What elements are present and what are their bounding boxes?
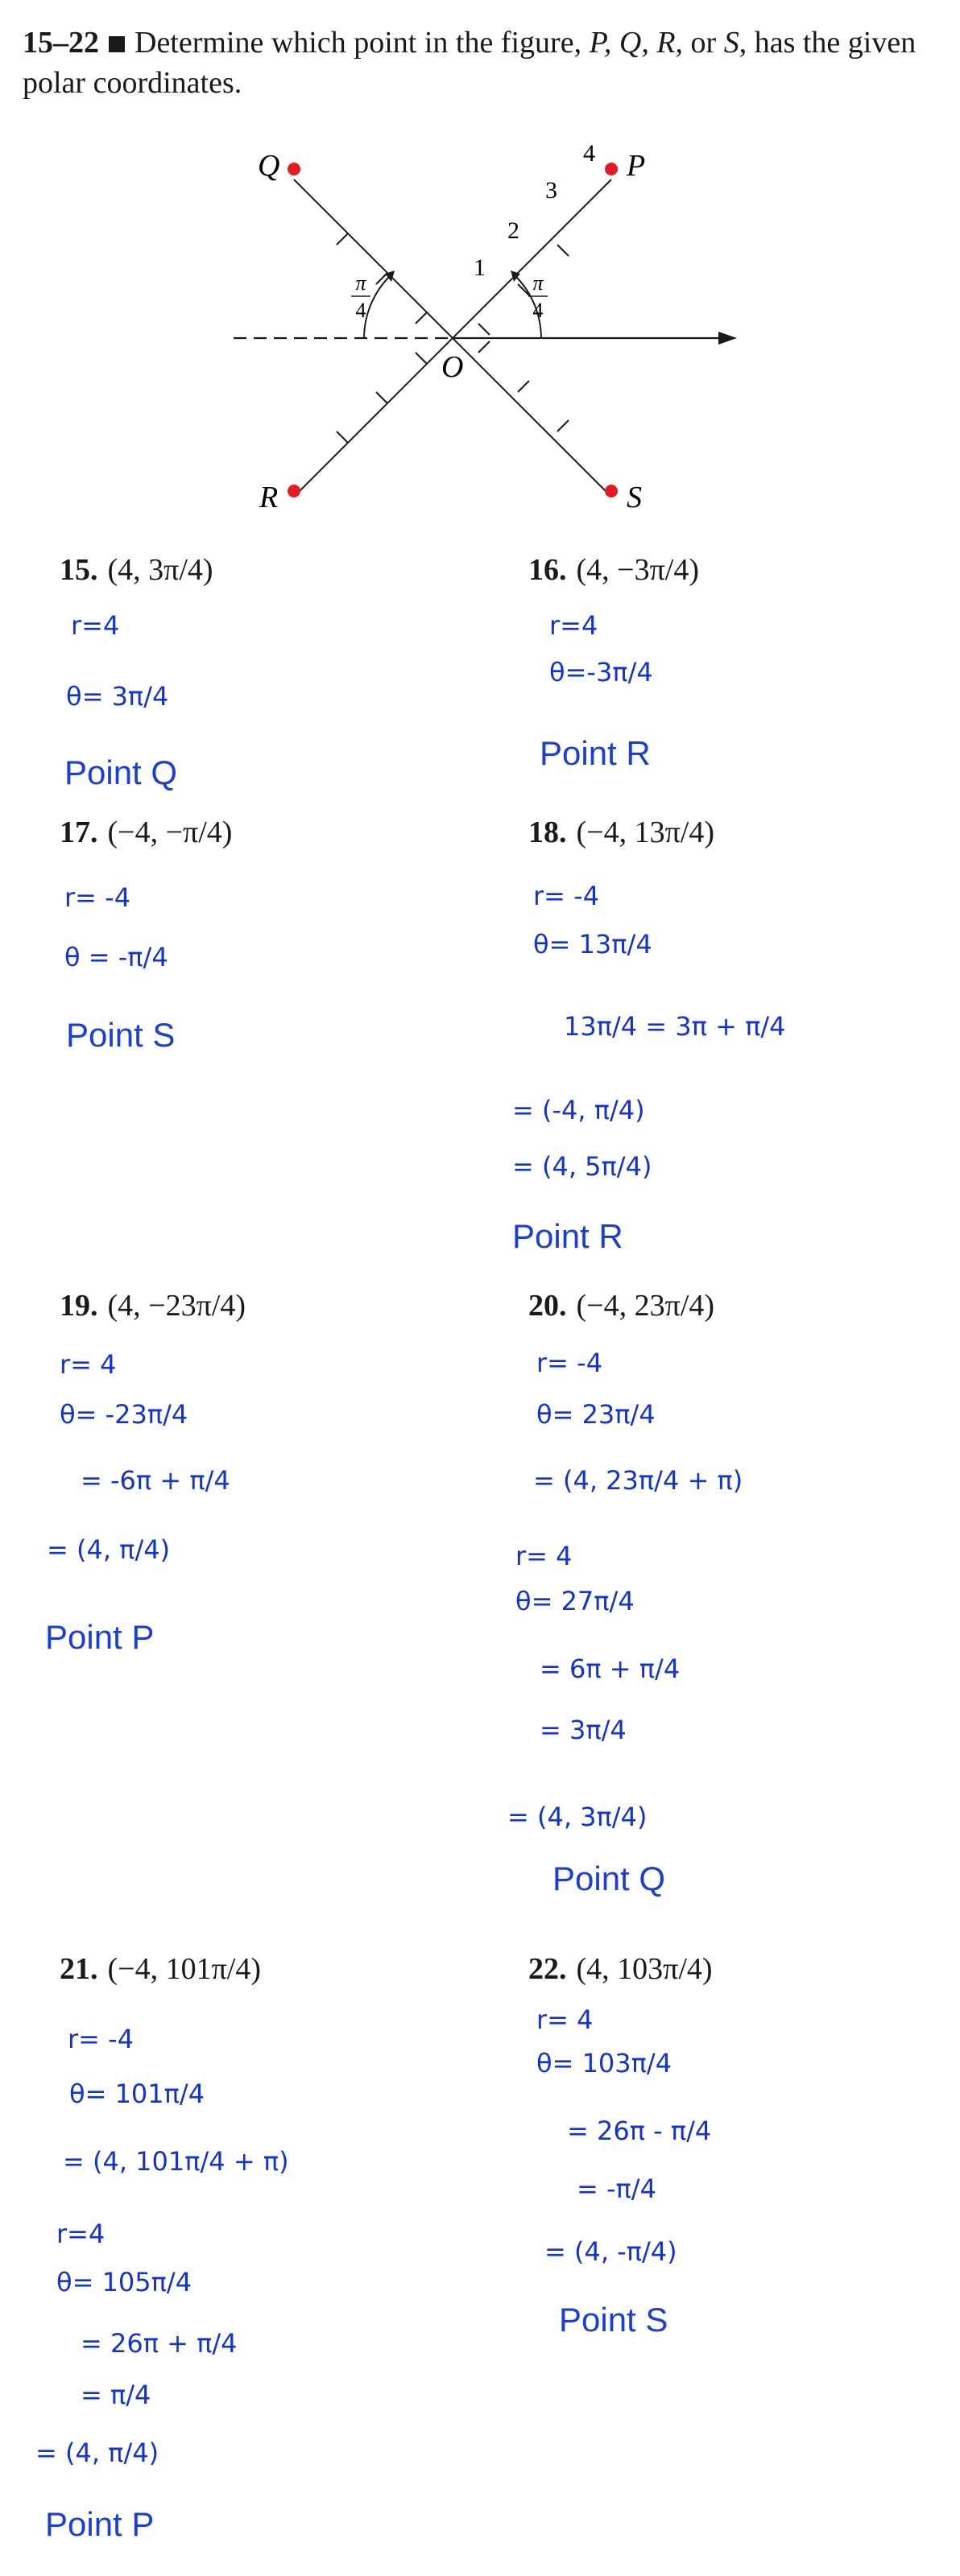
- work-line: = 3π/4: [540, 1715, 627, 1745]
- work-line: r= 4: [60, 1349, 117, 1380]
- work-line: θ= 103π/4: [536, 2048, 672, 2079]
- work-line: = (4, 23π/4 + π): [533, 1465, 743, 1496]
- svg-text:4: 4: [355, 299, 366, 322]
- answer-15: Point Q: [64, 753, 178, 791]
- problem-19: 19. (4, −23π/4): [60, 1289, 246, 1323]
- svg-text:π: π: [532, 271, 544, 295]
- instructions-points: P, Q, R,: [589, 26, 684, 60]
- work-line: = (4, π/4): [35, 2438, 159, 2468]
- work-line: θ = -π/4: [64, 942, 168, 972]
- instructions-point-last: S: [723, 26, 739, 60]
- svg-text:4: 4: [532, 299, 544, 322]
- work-line: = (4, π/4): [47, 1534, 171, 1565]
- work-line: = (4, 101π/4 + π): [63, 2146, 289, 2177]
- answer-22: Point S: [559, 2301, 668, 2339]
- problem-range: 15–22: [23, 26, 99, 60]
- coords: (4, −23π/4): [107, 1289, 246, 1323]
- work-line: = (4, 5π/4): [512, 1151, 652, 1182]
- work-line: = π/4: [81, 2380, 151, 2410]
- answer-20: Point Q: [552, 1860, 666, 1897]
- work-line: = (4, 3π/4): [507, 1802, 648, 1832]
- work-line: r= 4: [536, 2004, 594, 2035]
- work-line: θ= 3π/4: [66, 681, 169, 712]
- work-line: r=4: [56, 2219, 106, 2249]
- work-line: = (4, -π/4): [544, 2236, 677, 2267]
- instructions-text-1: Determine which point in the figure,: [134, 26, 590, 60]
- coords: (4, 103π/4): [576, 1952, 713, 1986]
- answer-17: Point S: [66, 1016, 176, 1054]
- tick-label-3: 3: [545, 177, 557, 204]
- coords: (−4, −π/4): [107, 815, 233, 849]
- work-line: r= -4: [68, 2024, 134, 2054]
- label-p: P: [627, 149, 646, 183]
- axis-arrowhead: [718, 332, 737, 345]
- coords: (−4, 13π/4): [576, 815, 714, 849]
- problem-18: 18. (−4, 13π/4): [528, 815, 714, 849]
- point-q-dot: [288, 163, 300, 175]
- work-line: = 26π - π/4: [567, 2116, 712, 2146]
- problem-22: 22. (4, 103π/4): [528, 1952, 713, 1986]
- tick-label-1: 1: [474, 254, 486, 281]
- work-line: θ= 105π/4: [56, 2267, 192, 2297]
- coords: (−4, 101π/4): [107, 1952, 261, 1986]
- work-line: θ=-3π/4: [549, 657, 653, 687]
- work-line: θ= 27π/4: [515, 1586, 635, 1616]
- work-line: r=4: [549, 610, 598, 641]
- problem-17: 17. (−4, −π/4): [60, 815, 233, 849]
- label-origin: O: [441, 350, 464, 384]
- instructions-or: or: [683, 26, 724, 60]
- work-line: θ= -23π/4: [60, 1399, 188, 1430]
- problem-15: 15. (4, 3π/4): [60, 553, 213, 587]
- work-line: = 26π + π/4: [81, 2328, 238, 2359]
- point-p-dot: [605, 163, 618, 175]
- angle-arc-left: [364, 275, 391, 338]
- work-line: = 6π + π/4: [540, 1653, 681, 1684]
- problem-20: 20. (−4, 23π/4): [528, 1289, 714, 1323]
- work-line: r= -4: [64, 882, 131, 913]
- label-s: S: [627, 481, 642, 514]
- work-line: θ= 101π/4: [69, 2079, 205, 2109]
- problem-16: 16. (4, −3π/4): [528, 553, 699, 587]
- problem-instructions: [23, 23, 925, 103]
- work-line: r=4: [71, 610, 120, 641]
- work-line: 13π/4 = 3π + π/4: [564, 1011, 786, 1042]
- work-line: = -π/4: [577, 2174, 656, 2204]
- tick-label-4: 4: [583, 140, 595, 167]
- label-r: R: [259, 481, 279, 514]
- answer-21: Point P: [45, 2505, 155, 2543]
- angle-label-right: [528, 271, 548, 322]
- svg-text:π: π: [355, 271, 366, 295]
- answer-19: Point P: [45, 1618, 155, 1656]
- label-q: Q: [258, 149, 280, 183]
- coords: (−4, 23π/4): [576, 1289, 714, 1323]
- answer-16: Point R: [540, 734, 651, 772]
- polar-figure: [217, 137, 749, 523]
- work-line: r= -4: [536, 1348, 603, 1378]
- instructions-text-2: , has the given polar coordinates.: [23, 26, 917, 100]
- work-line: = -6π + π/4: [81, 1465, 230, 1496]
- point-s-dot: [605, 485, 618, 497]
- work-line: r= 4: [515, 1541, 573, 1571]
- point-r-dot: [288, 485, 300, 497]
- work-line: θ= 13π/4: [533, 929, 652, 960]
- work-line: r= -4: [533, 881, 600, 911]
- coords: (4, 3π/4): [107, 553, 213, 587]
- square-bullet-icon: [109, 36, 125, 52]
- work-line: = (-4, π/4): [512, 1095, 645, 1125]
- answer-18: Point R: [512, 1217, 623, 1255]
- problem-21: 21. (−4, 101π/4): [60, 1952, 261, 1986]
- coords: (4, −3π/4): [576, 553, 699, 587]
- tick-label-2: 2: [507, 217, 519, 244]
- work-line: θ= 23π/4: [536, 1399, 656, 1430]
